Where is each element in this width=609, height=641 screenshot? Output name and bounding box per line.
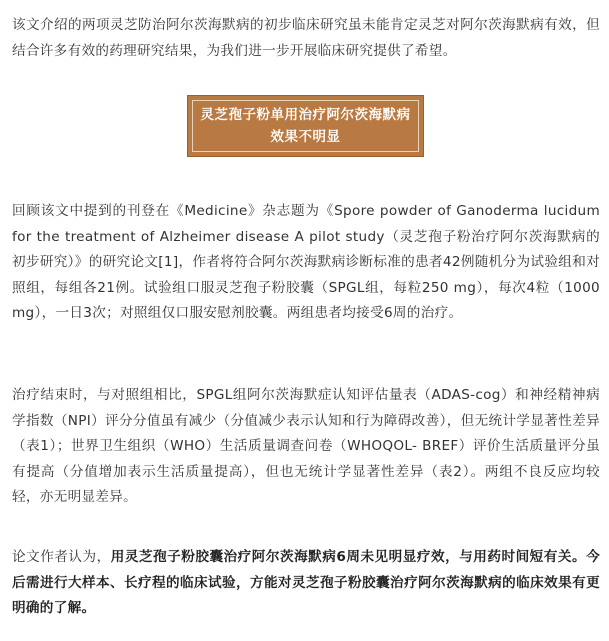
- conclusion-lead: 论文作者认为，: [12, 549, 111, 565]
- conclusion-bold: 用灵芝孢子粉胶囊治疗阿尔茨海默病6周未见明显疗效，与用药时间短有关。今后需进行大样本、长疗程的临床试验，方能对灵芝孢子粉胶囊治疗阿尔茨海默病的临床效果有更明确的了解。: [12, 549, 600, 616]
- conclusion-paragraph: [12, 545, 600, 622]
- section-title-line-2: 效果不明显: [270, 129, 341, 145]
- intro-paragraph: 该文介绍的两项灵芝防治阿尔茨海默病的初步临床研究虽未能肯定灵芝对阿尔茨海默病有效，但结合许多有效的药理研究结果，为我们进一步开展临床研究提供了希望。: [12, 17, 600, 59]
- review-paragraph: 回顾该文中提到的刊登在《Medicine》杂志题为《Spore powder of Ganoderma lucidum for the treatment of Alzheimer disease A pilot study（灵芝孢子粉治疗阿尔茨海默病的初步研究）》的研究论文[1]，作者将符合阿尔茨海默病诊断标准的患者42例随机分为试验组和对照组，每组各21例。试验组口服灵芝孢子粉胶囊（SPGL组，每粒250 mg），每次4粒（1000 mg），一日3次；对照组仅口服安慰剂胶囊。两组患者均接受6周的治疗。: [12, 203, 600, 321]
- result-paragraph: 治疗结束时，与对照组相比，SPGL组阿尔茨海默症认知评估量表（ADAS-cog）和神经精神病学指数（NPI）评分分值虽有减少（分值减少表示认知和行为障碍改善），但无统计学显著性差异（表1）；世界卫生组织（WHO）生活质量调查问卷（WHOQOL- BREF）评价生活质量评分虽有提高（分值增加表示生活质量提高），但也无统计学显著性差异（表2）。两组不良反应均较轻，亦无明显差异。: [12, 387, 600, 505]
- section-title-box: [187, 95, 424, 157]
- section-title-line-1: 灵芝孢子粉单用治疗阿尔茨海默病: [200, 107, 411, 123]
